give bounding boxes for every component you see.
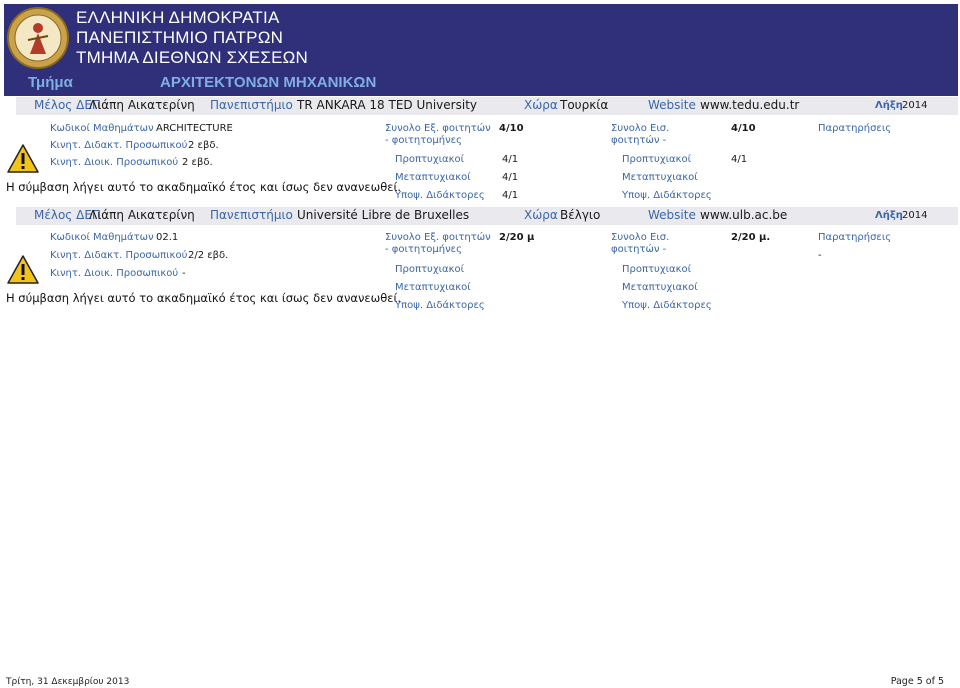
- country-value: Βέλγιο: [560, 208, 601, 222]
- university-seal-icon: [6, 6, 70, 70]
- teaching-mobility-label: Κινητ. Διδακτ. Προσωπικού: [50, 250, 188, 261]
- website-value[interactable]: www.ulb.ac.be: [700, 208, 788, 222]
- header-line-3: ΤΜΗΜΑ ΔΙΕΘΝΩΝ ΣΧΕΣΕΩΝ: [76, 48, 309, 67]
- record-header-1: [16, 97, 958, 115]
- header-line-1: ΕΛΛΗΝΙΚΗ ΔΗΜΟΚΡΑΤΙΑ: [76, 8, 280, 27]
- course-codes-value: 02.1: [156, 232, 179, 243]
- country-label: Χώρα: [524, 98, 558, 112]
- out-undergrad-value: 4/1: [502, 154, 519, 165]
- admin-mobility-label: Κινητ. Διοικ. Προσωπικού: [50, 157, 179, 168]
- record-header-2: [16, 207, 958, 225]
- course-codes-label: Κωδικοί Μαθημάτων: [50, 232, 154, 243]
- in-postgrad-label: Μεταπτυχιακοί: [622, 172, 698, 183]
- member-label: Μέλος ΔΕΠ: [34, 208, 101, 222]
- member-value: Λιάπη Αικατερίνη: [89, 98, 195, 112]
- expiry-label: Λήξη: [875, 210, 903, 221]
- expiry-label: Λήξη: [875, 100, 903, 111]
- total-in-label-2: φοιτητών -: [611, 244, 667, 255]
- remarks-label: Παρατηρήσεις: [818, 232, 892, 243]
- warning-icon: [6, 254, 40, 286]
- university-value: TR ANKARA 18 TED University: [297, 98, 477, 112]
- total-out-label-2: - φοιτητομήνες: [385, 135, 462, 146]
- out-postgrad-label: Μεταπτυχιακοί: [395, 172, 471, 183]
- total-out-label-1: Συνολο Εξ. φοιτητών: [385, 232, 491, 243]
- total-out-value: 4/10: [499, 123, 524, 134]
- total-in-label-1: Συνολο Εισ.: [611, 123, 670, 134]
- page-header: [4, 4, 958, 96]
- course-codes-value: ARCHITECTURE: [156, 123, 233, 134]
- out-postgrad-value: 4/1: [502, 172, 519, 183]
- warning-icon: [6, 143, 40, 175]
- warning-text: Η σύμβαση λήγει αυτό το ακαδημαϊκό έτος και ίσως δεν ανανεωθεί.: [6, 291, 402, 305]
- out-undergrad-label: Προπτυχιακοί: [395, 154, 464, 165]
- total-in-value: 2/20 μ.: [731, 232, 771, 243]
- remarks-label: Παρατηρήσεις: [818, 123, 892, 134]
- out-postgrad-label: Μεταπτυχιακοί: [395, 282, 471, 293]
- admin-mobility-value: -: [182, 268, 186, 279]
- total-in-label-1: Συνολο Εισ.: [611, 232, 670, 243]
- in-postgrad-label: Μεταπτυχιακοί: [622, 282, 698, 293]
- expiry-value: 2014: [902, 210, 928, 221]
- out-phd-label: Υποψ. Διδάκτορες: [395, 300, 485, 311]
- out-undergrad-label: Προπτυχιακοί: [395, 264, 464, 275]
- admin-mobility-label: Κινητ. Διοικ. Προσωπικού: [50, 268, 179, 279]
- website-label: Website: [648, 208, 696, 222]
- website-label: Website: [648, 98, 696, 112]
- department-name: ΑΡΧΙΤΕΚΤΟΝΩΝ ΜΗΧΑΝΙΚΩΝ: [160, 74, 377, 91]
- in-phd-label: Υποψ. Διδάκτορες: [622, 300, 712, 311]
- warning-text: Η σύμβαση λήγει αυτό το ακαδημαϊκό έτος και ίσως δεν ανανεωθεί.: [6, 180, 402, 194]
- total-out-label-2: - φοιτητομήνες: [385, 244, 462, 255]
- expiry-value: 2014: [902, 100, 928, 111]
- in-undergrad-label: Προπτυχιακοί: [622, 264, 691, 275]
- out-phd-label: Υποψ. Διδάκτορες: [395, 190, 485, 201]
- total-out-value: 2/20 μ: [499, 232, 535, 243]
- university-value: Université Libre de Bruxelles: [297, 208, 470, 222]
- member-label: Μέλος ΔΕΠ: [34, 98, 101, 112]
- website-value[interactable]: www.tedu.edu.tr: [700, 98, 800, 112]
- admin-mobility-value: 2 εβδ.: [182, 157, 213, 168]
- country-value: Τουρκία: [560, 98, 609, 112]
- remarks-value: -: [818, 250, 822, 261]
- header-line-2: ΠΑΝΕΠΙΣΤΗΜΙΟ ΠΑΤΡΩΝ: [76, 28, 284, 47]
- total-in-label-2: φοιτητών -: [611, 135, 667, 146]
- footer-page-number: Page 5 of 5: [890, 676, 944, 687]
- in-undergrad-label: Προπτυχιακοί: [622, 154, 691, 165]
- university-label: Πανεπιστήμιο: [210, 208, 293, 222]
- total-out-label-1: Συνολο Εξ. φοιτητών: [385, 123, 491, 134]
- out-phd-value: 4/1: [502, 190, 519, 201]
- country-label: Χώρα: [524, 208, 558, 222]
- footer-date: Τρίτη, 31 Δεκεμβρίου 2013: [6, 677, 130, 687]
- course-codes-label: Κωδικοί Μαθημάτων: [50, 123, 154, 134]
- total-in-value: 4/10: [731, 123, 756, 134]
- member-value: Λιάπη Αικατερίνη: [89, 208, 195, 222]
- teaching-mobility-label: Κινητ. Διδακτ. Προσωπικού: [50, 140, 188, 151]
- teaching-mobility-value: 2/2 εβδ.: [188, 250, 229, 261]
- university-label: Πανεπιστήμιο: [210, 98, 293, 112]
- in-undergrad-value: 4/1: [731, 154, 748, 165]
- in-phd-label: Υποψ. Διδάκτορες: [622, 190, 712, 201]
- department-label: Τμήμα: [28, 74, 73, 91]
- teaching-mobility-value: 2 εβδ.: [188, 140, 219, 151]
